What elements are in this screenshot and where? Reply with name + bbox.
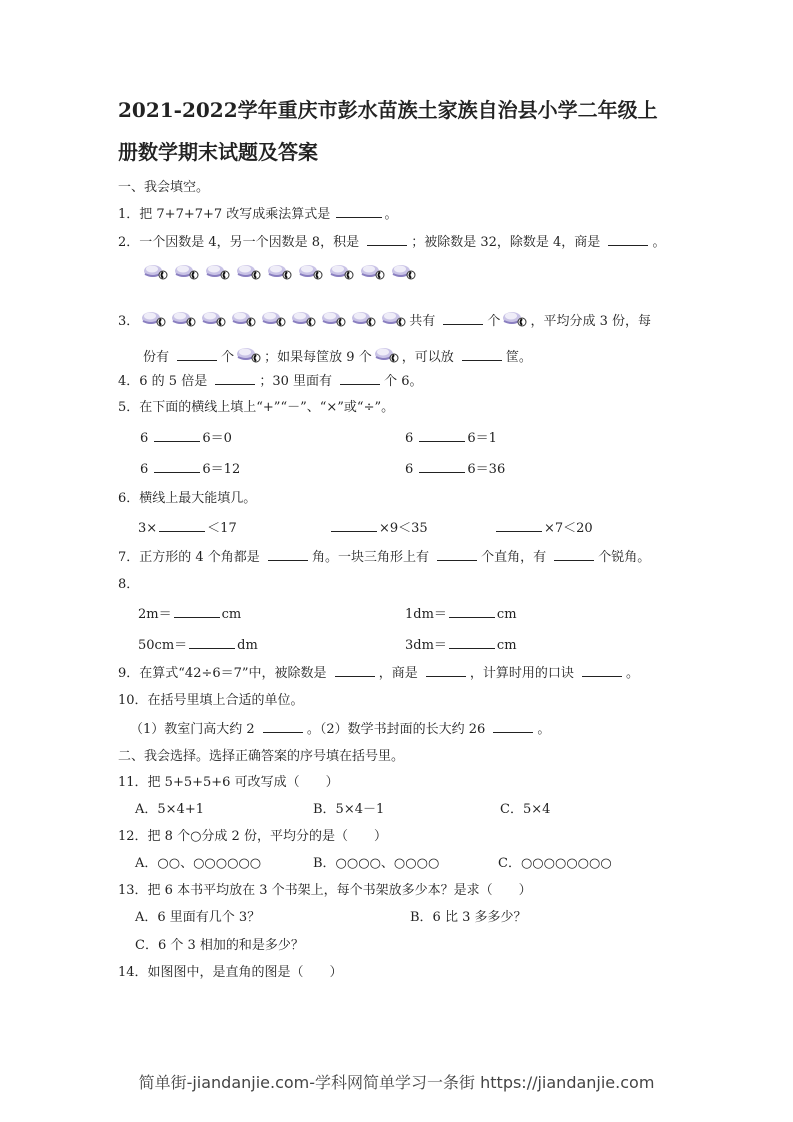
text-segment: cm [221,607,242,622]
shuttlecock-icon [351,309,377,327]
shuttlecock-icon [391,262,417,280]
question-line [118,548,650,567]
shuttlecock-icon [381,309,407,327]
text-segment: 50cm＝ [138,638,188,653]
text-segment: 9．在算式“42÷6＝7”中，被除数是 [118,666,331,681]
text-segment: 。（2）数学书封面的长大约 26 [306,722,490,737]
shuttlecock-icon [360,262,386,280]
document-title-line-2: 册数学期末试题及答案 [118,140,318,164]
shuttlecock-icon [329,262,355,280]
question-line [118,179,209,197]
answer-blank[interactable] [215,372,255,385]
shuttlecock-icon [321,309,347,327]
text-segment: A．6 里面有几个 3？ [135,910,261,925]
shuttlecock-icon [231,309,257,327]
text-segment: 个 6。 [384,374,423,389]
text-segment: 共有 [409,314,440,329]
text-segment: 角。一块三角形上有 [311,550,434,565]
text-segment: 12．把 8 个○分成 2 份，平均分的是（ ） [118,829,387,844]
answer-blank[interactable] [419,429,465,442]
question-line [118,882,532,900]
answer-blank[interactable] [443,312,483,325]
question-line [118,692,304,710]
shuttlecock-icon [502,309,528,327]
question-line [118,233,665,252]
text-segment: 11．把 5+5+5+6 可改写成（ ） [118,775,339,790]
text-segment: 6 [140,462,153,477]
text-segment: ×9＜35 [379,521,428,536]
question-line [138,519,237,538]
shuttlecock-icon [171,309,197,327]
text-segment: ，平均分成 3 份，每 [530,314,651,329]
text-segment: 个 [487,314,501,329]
text-segment: 6＝36 [467,462,506,477]
text-segment: 个锐角。 [598,550,651,565]
text-segment: 一、我会填空。 [118,180,210,195]
text-segment: 。 [625,666,639,681]
question-line [405,605,517,624]
text-segment: 6．横线上最大能填几。 [118,491,257,506]
text-segment: ；如果每筐放 9 个 [264,350,372,365]
text-segment: ×7＜20 [544,521,593,536]
question-line [500,801,550,819]
answer-blank[interactable] [336,205,382,218]
question-line [118,399,394,417]
text-segment: 3dm＝ [405,638,447,653]
text-segment: B．○○○○、○○○○ [313,856,440,871]
text-segment: 8． [118,577,140,592]
text-segment: B．5×4－1 [313,802,385,817]
answer-blank[interactable] [174,605,220,618]
answer-blank[interactable] [437,548,477,561]
text-segment: C．6 个 3 相加的和是多少？ [135,938,304,953]
text-segment: 1dm＝ [405,607,447,622]
question-line [130,720,550,739]
text-segment: 6＝0 [202,431,232,446]
text-segment: C．○○○○○○○○ [498,856,612,871]
text-segment: ；被除数是 32，除数是 4，商是 [411,235,605,250]
answer-blank[interactable] [493,720,533,733]
answer-blank[interactable] [159,519,205,532]
question-line [118,828,387,846]
text-segment: 4．6 的 5 倍是 [118,374,212,389]
text-segment: 个直角，有 [481,550,551,565]
text-segment: 6 [140,431,153,446]
answer-blank[interactable] [582,664,622,677]
shuttlecock-icon [298,262,324,280]
text-segment: cm [496,607,517,622]
question-line [498,855,612,873]
question-line [313,801,384,819]
shuttlecock-icon [205,262,231,280]
answer-blank[interactable] [189,636,235,649]
answer-blank[interactable] [154,429,200,442]
answer-blank[interactable] [608,233,648,246]
question-line [118,490,256,508]
shuttlecock-icon [267,262,293,280]
answer-blank[interactable] [419,460,465,473]
shuttlecock-icon [141,309,167,327]
question-line [329,519,428,538]
text-segment: 筐。 [505,350,532,365]
question-line [135,855,261,873]
shuttlecock-icon [174,262,200,280]
text-segment: C．5×4 [500,802,551,817]
question-line [118,372,423,391]
text-segment: 个 [221,350,235,365]
question-line [118,964,343,982]
text-segment: ；30 里面有 [259,374,337,389]
text-segment: 6＝1 [467,431,497,446]
answer-blank[interactable] [426,664,466,677]
question-line [135,909,260,927]
text-segment: 。 [537,722,551,737]
question-line [138,605,241,624]
shuttlecock-icon [291,309,317,327]
question-line [118,748,404,766]
text-segment: 5．在下面的横线上填上“+”“－”、“×”或“÷”。 [118,400,395,415]
answer-blank[interactable] [496,519,542,532]
question-line [135,937,304,955]
text-segment: 1．把 7+7+7+7 改写成乘法算式是 [118,207,335,222]
text-segment: ，商是 [378,666,422,681]
text-segment: 3× [138,521,158,536]
question-line [118,205,397,224]
question-line [405,636,517,655]
shuttlecock-icon [143,262,169,280]
text-segment: A．○○、○○○○○○ [135,856,262,871]
document-title-line-1: 2021-2022学年重庆市彭水苗族土家族自治县小学二年级上 [118,98,658,122]
answer-blank[interactable] [340,372,380,385]
text-segment: ，计算时用的口诀 [469,666,578,681]
answer-blank[interactable] [177,348,217,361]
question-line [143,345,532,367]
text-segment: 6 [405,431,418,446]
text-segment: 。 [384,207,398,222]
shuttlecock-icon [236,345,262,363]
question-line [313,855,439,873]
text-segment: 3． [118,314,140,329]
question-line [405,460,505,479]
answer-blank[interactable] [154,460,200,473]
question-line [118,664,639,683]
text-segment: ＜17 [207,521,237,536]
answer-blank[interactable] [331,519,377,532]
text-segment: 10．在括号里填上合适的单位。 [118,693,304,708]
footer-watermark: 简单街-jiandanjie.com-学科网简单学习一条街 https://jiandanjie.com [138,1073,655,1092]
answer-blank[interactable] [263,720,303,733]
question-line [140,429,232,448]
text-segment: 2．一个因数是 4，另一个因数是 8，积是 [118,235,364,250]
text-segment: dm [237,638,258,653]
text-segment: 。 [652,235,666,250]
answer-blank[interactable] [449,636,495,649]
text-segment: 二、我会选择。选择正确答案的序号填在括号里。 [118,749,405,764]
question-line [143,262,422,280]
text-segment: 份有 [143,350,174,365]
text-segment: 14．如图图中，是直角的图是（ ） [118,965,343,980]
question-line [135,801,204,819]
text-segment: B．6 比 3 多多少？ [410,910,527,925]
shuttlecock-icon [236,262,262,280]
answer-blank[interactable] [335,664,375,677]
question-line [118,309,651,331]
question-line [118,774,339,792]
question-line [410,909,527,927]
text-segment: 13．把 6 本书平均放在 3 个书架上，每个书架放多少本？是求（ ） [118,883,532,898]
question-line [494,519,593,538]
answer-blank[interactable] [268,548,308,561]
answer-blank[interactable] [554,548,594,561]
shuttlecock-icon [201,309,227,327]
answer-blank[interactable] [462,348,502,361]
question-line [405,429,497,448]
shuttlecock-icon [261,309,287,327]
text-segment: （1）教室门高大约 2 [130,722,259,737]
answer-blank[interactable] [367,233,407,246]
question-line [118,576,139,594]
text-segment: 2m＝ [138,607,172,622]
text-segment: 6 [405,462,418,477]
text-segment: ，可以放 [401,350,458,365]
question-line [138,636,258,655]
answer-blank[interactable] [449,605,495,618]
shuttlecock-icon [374,345,400,363]
text-segment: 6＝12 [202,462,241,477]
text-segment: A．5×4+1 [135,802,204,817]
text-segment: cm [496,638,517,653]
text-segment: 7．正方形的 4 个角都是 [118,550,264,565]
question-line [140,460,240,479]
